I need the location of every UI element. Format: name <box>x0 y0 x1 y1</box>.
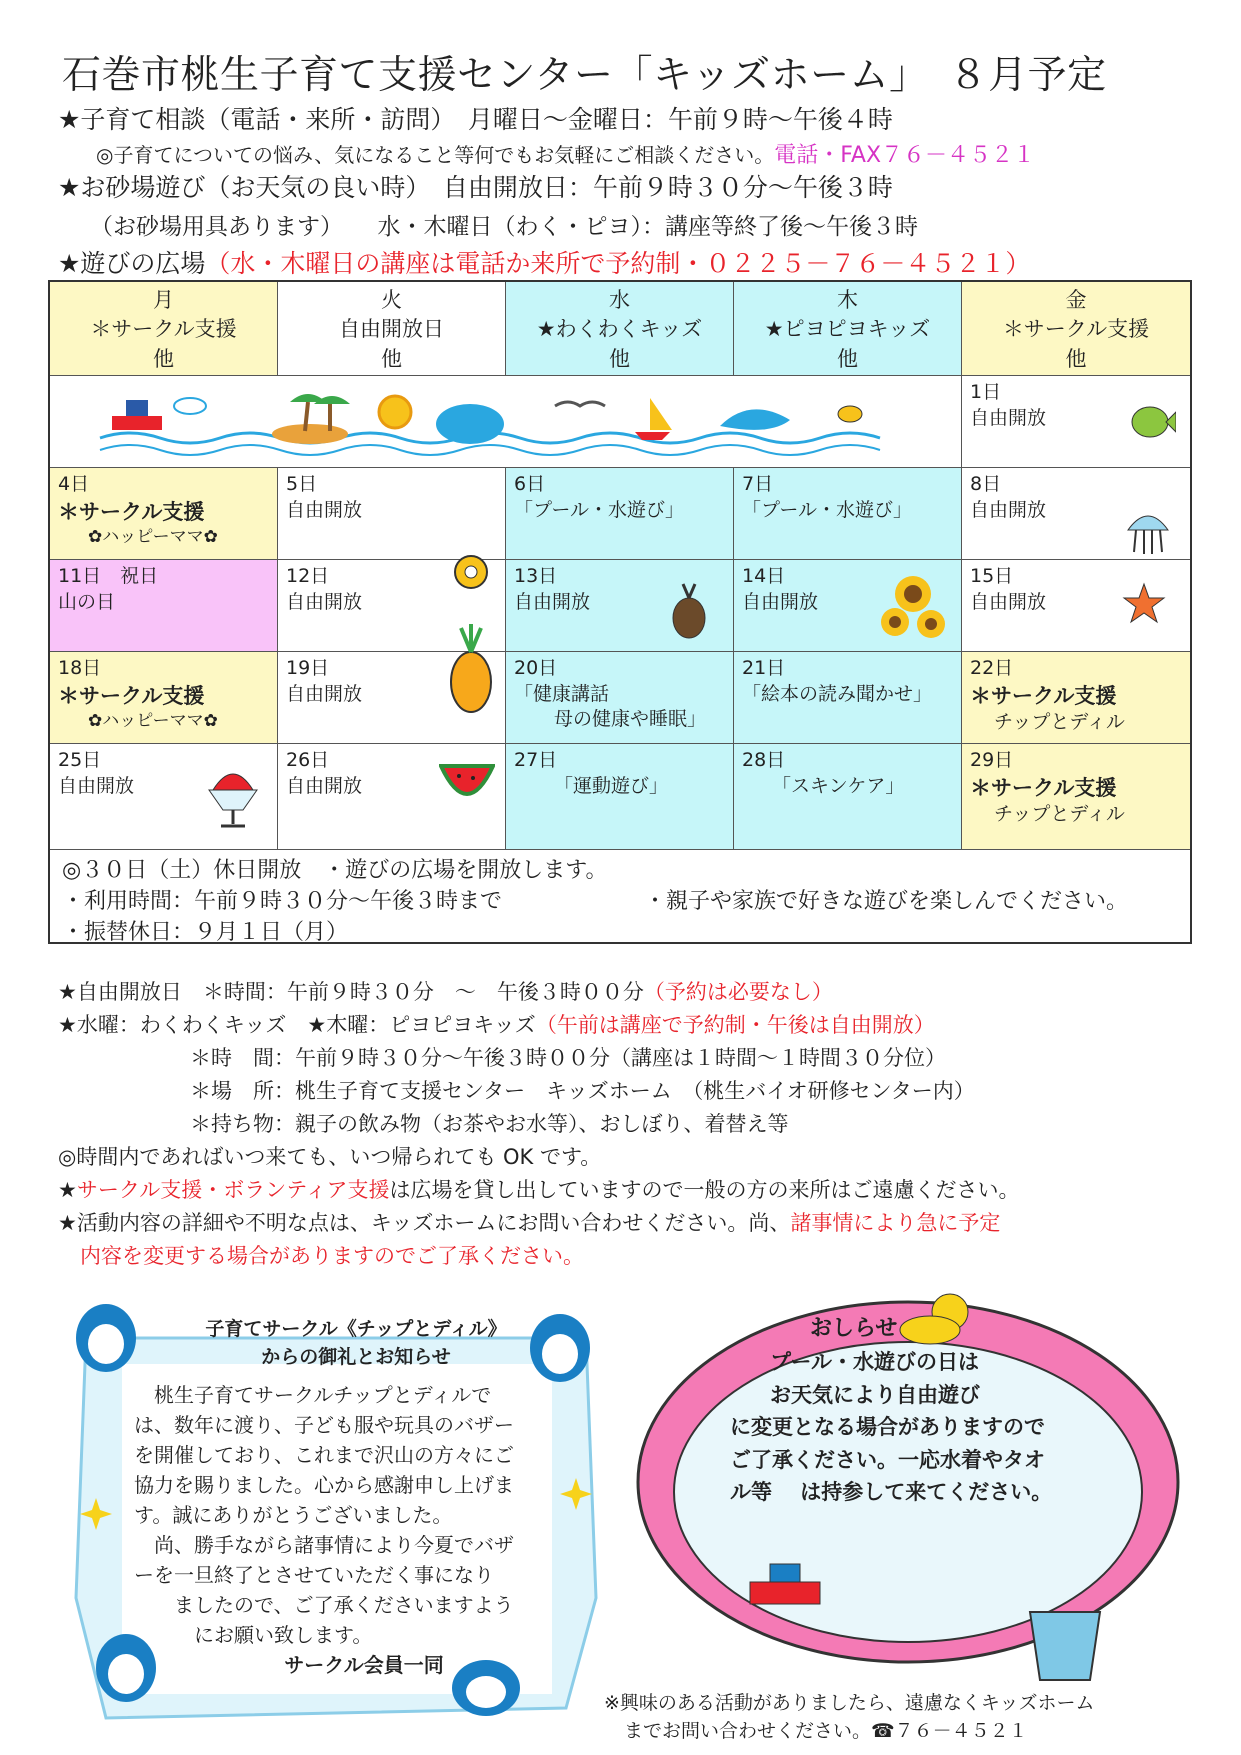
header-thu <box>734 282 962 376</box>
date: 14日 <box>742 565 786 587</box>
day-26 <box>278 744 506 850</box>
event: 自由開放 <box>286 774 363 797</box>
info-line-9: 内容を変更する場合がありますのでご了承ください。 <box>80 1244 584 1268</box>
notice-line: お天気により自由遊び <box>770 1382 980 1407</box>
event-sub: ✿ハッピーママ✿ <box>88 710 218 731</box>
holiday-note-2b: ・親子や家族で好きな遊びを楽しんでください。 <box>644 888 1129 914</box>
event: 自由開放 <box>286 682 363 705</box>
holiday-note-2 <box>62 887 1178 918</box>
info-red: サークル支援・ボランティア支援 <box>76 1178 390 1202</box>
info-text: は広場を貸し出していますので一般の方の来所はご遠慮ください。 <box>389 1178 1020 1202</box>
event-sub: 母の健康や睡眠」 <box>554 708 707 731</box>
holiday-note-1: ◎３０日（土）休日開放 ・遊びの広場を開放します。 <box>62 858 608 883</box>
day-18 <box>50 652 278 744</box>
day-15 <box>962 560 1190 652</box>
plaza-note: （水・木曜日の講座は電話か来所で予約制・０２２５－７６－４５２１） <box>205 249 1031 278</box>
circle-body <box>134 1380 554 1680</box>
event: ＊サークル支援 <box>58 499 205 524</box>
info-red: 諸事情により急に予定 <box>790 1211 1001 1235</box>
sandbox-line: ★お砂場遊び（お天気の良い時） 自由開放日：午前９時３０分～午後３時 <box>58 173 893 202</box>
seagull-icon <box>555 402 605 406</box>
holiday-note-2a: ・利用時間：午前９時３０分～午後３時まで <box>62 888 503 914</box>
circle-body-line: ましたので、ご了承くださいますよう <box>134 1593 514 1617</box>
header-mon <box>50 282 278 376</box>
date: 7日 <box>742 473 774 495</box>
header-tue <box>278 282 506 376</box>
footer-note <box>604 1690 1095 1745</box>
summer-banner <box>50 376 962 468</box>
calendar-table <box>48 280 1192 944</box>
holiday-note-3: ・振替休日：９月１日（月） <box>62 919 349 945</box>
circle-body-line: にお願い致します。 <box>134 1623 373 1647</box>
day-21 <box>734 652 962 744</box>
date: 8日 <box>970 473 1002 495</box>
event: 「スキンケア」 <box>772 774 905 797</box>
info-line-1 <box>58 976 833 1006</box>
event: ＊サークル支援 <box>970 775 1117 800</box>
event: 自由開放 <box>514 590 591 613</box>
sun-icon <box>379 396 411 428</box>
header-line2: 他 <box>381 346 402 371</box>
date: 26日 <box>286 749 330 771</box>
date: 22日 <box>970 657 1014 679</box>
penguin-icon <box>76 1304 136 1372</box>
holiday-note <box>50 850 1190 945</box>
date: 28日 <box>742 749 786 771</box>
date: 1日 <box>970 381 1002 403</box>
plaza-label: ★遊びの広場 <box>58 249 206 278</box>
day-22 <box>962 652 1190 744</box>
info-red: （午前は講座で予約制・午後は自由開放） <box>535 1013 935 1037</box>
info-text: ★活動内容の詳細や不明な点は、キッズホームにお問い合わせください。尚、 <box>58 1211 791 1235</box>
date: 11日 祝日 <box>58 565 159 587</box>
event: 「健康講話 <box>514 682 610 705</box>
info-text: ★ <box>58 1178 77 1202</box>
event: 「プール・水遊び」 <box>742 498 913 521</box>
starfish-icon <box>1122 582 1166 626</box>
info-line-8 <box>58 1207 1000 1237</box>
summer-illustration <box>50 376 962 468</box>
whale-icon <box>436 404 504 444</box>
day-6 <box>506 468 734 560</box>
event: 自由開放 <box>970 498 1047 521</box>
event: 自由開放 <box>970 406 1047 429</box>
consult-line: ★子育て相談（電話・来所・訪問） 月曜日～金曜日：午前９時～午後４時 <box>58 105 893 134</box>
day-14 <box>734 560 962 652</box>
footer-line-2: までお問い合わせください。☎７６－４５２１ <box>624 1719 1028 1742</box>
header-line1: ★わくわくキッズ <box>536 317 703 342</box>
info-text: ★水曜：わくわくキッズ ★木曜：ピヨピヨキッズ <box>58 1013 536 1037</box>
day-27 <box>506 744 734 850</box>
circle-body-line: す。誠にありがとうございました。 <box>134 1503 453 1527</box>
circle-title <box>166 1316 546 1371</box>
consult-note-text: ◎子育てについての悩み、気になること等何でもお気軽にご相談ください。 <box>96 143 775 167</box>
ship-icon <box>112 400 162 430</box>
notice-box <box>630 1292 1186 1682</box>
palm-island-icon <box>272 394 350 444</box>
circle-body-line: は、数年に渡り、子ども服や玩具のバザー <box>134 1413 514 1437</box>
phone-fax: 電話・FAX７６－４５２１ <box>774 143 1036 168</box>
circle-sign: サークル会員一同 <box>284 1653 444 1677</box>
day-20 <box>506 652 734 744</box>
circle-message-box <box>66 1298 610 1728</box>
shaved-ice-icon <box>203 754 263 834</box>
event: 自由開放 <box>58 774 135 797</box>
date: 13日 <box>514 565 558 587</box>
header-line2: 他 <box>609 346 630 371</box>
day-28 <box>734 744 962 850</box>
event: ＊サークル支援 <box>58 683 205 708</box>
header-line1: ★ピヨピヨキッズ <box>764 317 931 342</box>
dolphin-icon <box>720 409 790 430</box>
day-1 <box>962 376 1190 468</box>
event: 山の日 <box>58 590 116 613</box>
day-29 <box>962 744 1190 850</box>
header-wed <box>506 282 734 376</box>
date: 29日 <box>970 749 1014 771</box>
info-line-6: ◎時間内であればいつ来ても、いつ帰られても OK です。 <box>58 1145 602 1169</box>
date: 4日 <box>58 473 90 495</box>
notice-title: おしらせ <box>810 1316 898 1341</box>
info-line-4: ＊場 所：桃生子育て支援センター キッズホーム （桃生バイオ研修センター内） <box>190 1079 975 1103</box>
date: 27日 <box>514 749 558 771</box>
circle-body-line: ーを一旦終了とさせていただく事になり <box>134 1563 494 1587</box>
day-13 <box>506 560 734 652</box>
info-line-3: ＊時 間：午前９時３０分～午後３時００分（講座は１時間～１時間３０分位） <box>190 1046 946 1070</box>
day-8 <box>962 468 1190 560</box>
event: 自由開放 <box>286 498 363 521</box>
watermelon-icon <box>439 762 495 806</box>
day-7 <box>734 468 962 560</box>
page-title: 石巻市桃生子育て支援センター「キッズホーム」 ８月予定 <box>62 53 1107 98</box>
event: 「運動遊び」 <box>554 774 669 797</box>
plaza-line <box>58 244 1030 280</box>
event: 自由開放 <box>286 590 363 613</box>
notice-line: に変更となる場合がありますので <box>730 1415 1045 1440</box>
header-fri <box>962 282 1190 376</box>
bucket-icon <box>1030 1612 1100 1680</box>
sailboat-icon <box>635 398 672 440</box>
beetle-icon <box>663 582 715 642</box>
pineapple-icon <box>447 542 495 732</box>
header-line1: ＊サークル支援 <box>90 317 237 342</box>
event: 「プール・水遊び」 <box>514 498 685 521</box>
circle-body-line: 尚、勝手ながら諸事情により今夏でバザ <box>134 1533 514 1557</box>
info-line-2 <box>58 1009 935 1039</box>
info-text: ★自由開放日 ＊時間：午前９時３０分 ～ 午後３時００分 <box>58 980 644 1004</box>
header-line1: ＊サークル支援 <box>1002 317 1150 342</box>
date: 21日 <box>742 657 786 679</box>
notice-text <box>730 1312 1110 1509</box>
bee-icon <box>838 406 862 422</box>
day-25 <box>50 744 278 850</box>
date: 25日 <box>58 749 102 771</box>
header-day: 火 <box>381 288 402 312</box>
consult-note <box>96 138 1035 169</box>
event: 自由開放 <box>970 590 1047 613</box>
footer-line-1: ※興味のある活動がありましたら、遠慮なくキッズホーム <box>604 1692 1095 1714</box>
header-day: 水 <box>609 288 630 312</box>
header-day: 木 <box>837 288 858 312</box>
circle-title-2: からの御礼とお知らせ <box>261 1345 451 1368</box>
notice-line: プール・水遊びの日は <box>770 1350 979 1375</box>
jellyfish-icon <box>1124 506 1172 556</box>
event-sub: チップとディル <box>994 710 1125 733</box>
event: 「絵本の読み聞かせ」 <box>742 682 933 705</box>
event-sub: ✿ハッピーママ✿ <box>88 526 218 547</box>
header-day: 金 <box>1065 288 1087 312</box>
event: ＊サークル支援 <box>970 683 1117 708</box>
notice-line: ル等 は持参して来てください。 <box>730 1480 1053 1505</box>
day-4 <box>50 468 278 560</box>
info-line-7 <box>58 1174 1020 1204</box>
date: 19日 <box>286 657 330 679</box>
date: 6日 <box>514 473 546 495</box>
date: 12日 <box>286 565 330 587</box>
header-line1: 自由開放日 <box>339 317 444 342</box>
sandbox-note: （お砂場用具あります） 水・木曜日（わく・ピヨ）：講座等終了後～午後３時 <box>90 214 918 240</box>
date: 5日 <box>286 473 318 495</box>
date: 18日 <box>58 657 102 679</box>
header-line2: 他 <box>837 346 858 371</box>
circle-body-line: を開催しており、これまで沢山の方々にご <box>134 1443 514 1467</box>
day-19 <box>278 652 506 744</box>
date: 20日 <box>514 657 558 679</box>
sunflower-icon <box>877 570 951 648</box>
info-line-5: ＊持ち物：親子の飲み物（お茶やお水等）、おしぼり、着替え等 <box>190 1112 789 1136</box>
fish-icon <box>1128 402 1176 442</box>
header-day: 月 <box>153 288 174 312</box>
event: 自由開放 <box>742 590 819 613</box>
header-line2: 他 <box>153 346 174 371</box>
circle-body-line: 協力を賜りました。心から感謝申し上げま <box>134 1473 514 1497</box>
date: 15日 <box>970 565 1014 587</box>
circle-body-line: 桃生子育てサークルチップとディルで <box>134 1383 492 1407</box>
notice-line: ご了承ください。一応水着やタオ <box>730 1447 1045 1472</box>
header-line2: 他 <box>1065 346 1087 371</box>
day-11 <box>50 560 278 652</box>
info-red: （予約は必要なし） <box>643 980 833 1004</box>
circle-title-1: 子育てサークル《チップとディル》 <box>205 1318 507 1340</box>
event-sub: チップとディル <box>994 802 1125 825</box>
